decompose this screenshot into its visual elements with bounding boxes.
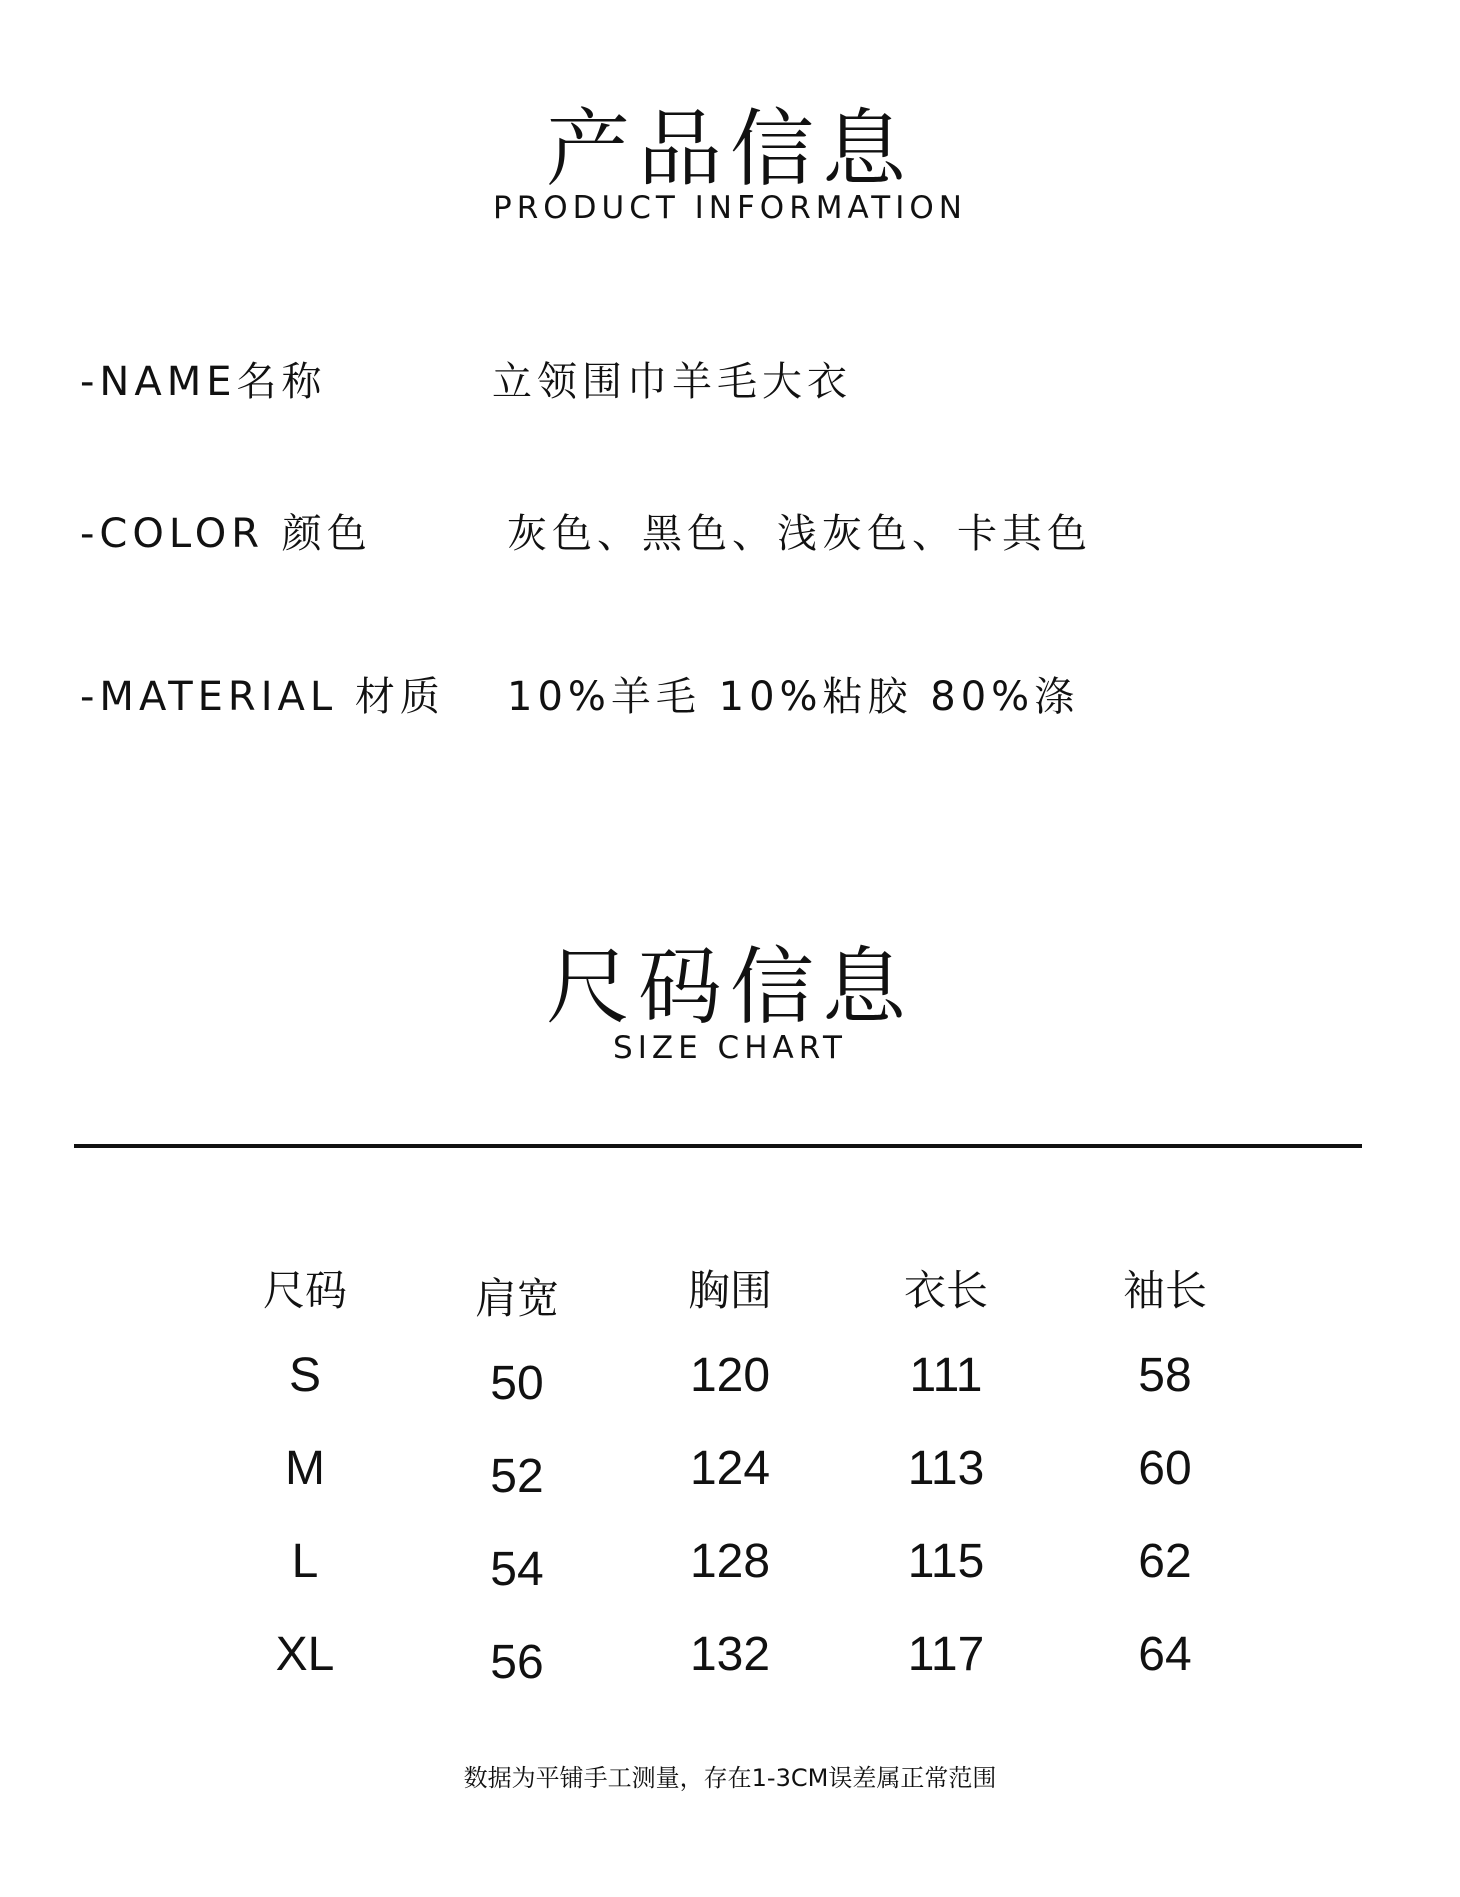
row-m-size: M <box>285 1442 325 1495</box>
material-label: -MATERIAL 材质 <box>80 674 445 720</box>
row-s-shoulder: 50 <box>490 1357 544 1410</box>
header-shoulder: 肩宽 <box>474 1274 559 1323</box>
row-xl-sleeve: 64 <box>1138 1628 1192 1681</box>
product-title-en: PRODUCT INFORMATION <box>493 190 967 226</box>
row-m-chest: 124 <box>689 1442 771 1495</box>
row-s-length: 111 <box>909 1349 983 1402</box>
row-m-length: 113 <box>907 1442 985 1495</box>
row-xl-size: XL <box>275 1628 335 1681</box>
header-size: 尺码 <box>262 1266 347 1315</box>
color-value: 灰色、黑色、浅灰色、卡其色 <box>507 511 1092 557</box>
header-length: 衣长 <box>903 1266 988 1315</box>
row-s-chest: 120 <box>689 1349 771 1402</box>
row-l-sleeve: 62 <box>1138 1535 1192 1588</box>
header-sleeve: 袖长 <box>1122 1266 1207 1315</box>
row-m-shoulder: 52 <box>490 1450 544 1503</box>
header-chest: 胸围 <box>687 1266 772 1315</box>
row-xl-shoulder: 56 <box>490 1636 544 1689</box>
product-title-cn: 产品信息 <box>545 100 914 198</box>
name-label: -NAME名称 <box>80 359 327 405</box>
row-l-length: 115 <box>907 1535 985 1588</box>
row-s-size: S <box>288 1349 321 1402</box>
row-m-sleeve: 60 <box>1138 1442 1192 1495</box>
row-s-sleeve: 58 <box>1138 1349 1192 1402</box>
row-l-size: L <box>291 1535 319 1588</box>
row-l-shoulder: 54 <box>490 1543 544 1596</box>
material-value: 10%羊毛 10%粘胶 80%涤 <box>507 674 1080 720</box>
divider-line <box>74 1144 1362 1148</box>
size-title-en: SIZE CHART <box>613 1030 847 1066</box>
row-l-chest: 128 <box>689 1535 771 1588</box>
size-title-cn: 尺码信息 <box>545 938 914 1036</box>
name-value: 立领围巾羊毛大衣 <box>492 359 852 405</box>
measurement-note: 数据为平铺手工测量，存在1-3CM误差属正常范围 <box>463 1764 997 1792</box>
row-xl-length: 117 <box>907 1628 985 1681</box>
color-label: -COLOR 颜色 <box>80 511 372 557</box>
row-xl-chest: 132 <box>689 1628 771 1681</box>
